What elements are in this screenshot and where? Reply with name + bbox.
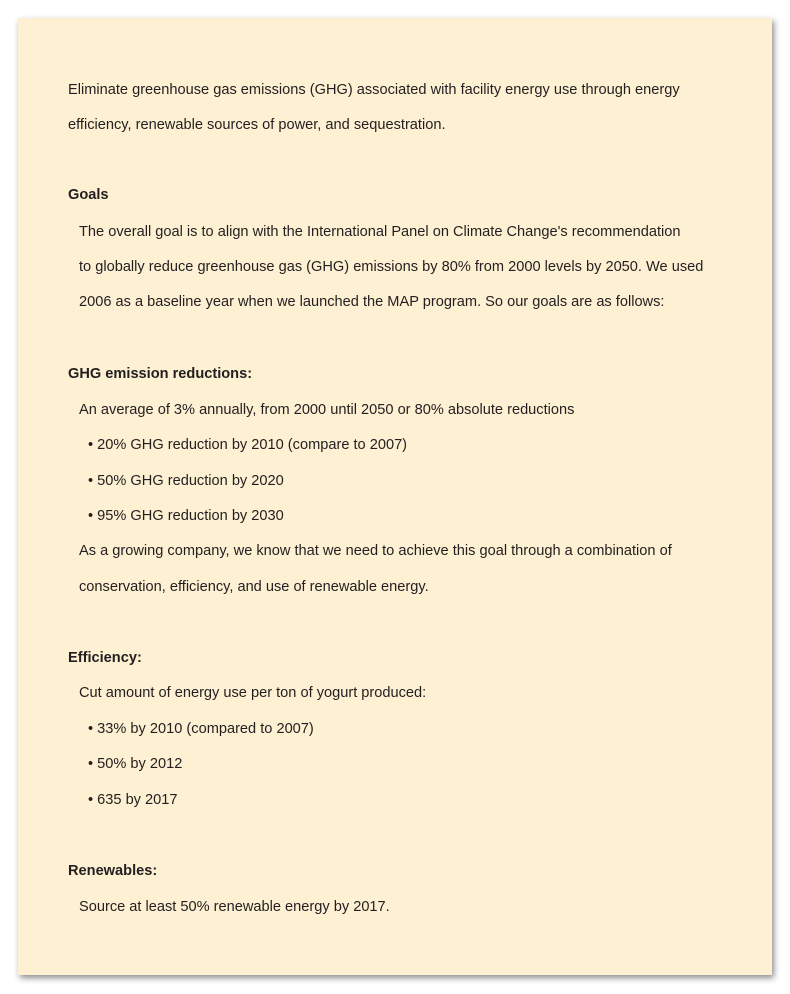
efficiency-heading: Efficiency: bbox=[68, 650, 142, 666]
goals-line: to globally reduce greenhouse gas (GHG) emissions by 80% from 2000 levels by 2050. We used bbox=[79, 259, 704, 275]
ghg-outro: As a growing company, we know that we need to achieve this goal through a combination of bbox=[79, 543, 672, 559]
efficiency-bullet: • 635 by 2017 bbox=[88, 792, 178, 808]
efficiency-bullet: • 33% by 2010 (compared to 2007) bbox=[88, 721, 314, 737]
ghg-bullet: • 20% GHG reduction by 2010 (compare to 2007) bbox=[88, 437, 408, 453]
intro-line: efficiency, renewable sources of power, and sequestration. bbox=[68, 117, 446, 133]
ghg-bullet: • 95% GHG reduction by 2030 bbox=[88, 508, 284, 524]
document-panel bbox=[18, 18, 772, 975]
efficiency-intro: Cut amount of energy use per ton of yogurt produced: bbox=[79, 685, 427, 701]
goals-line: The overall goal is to align with the International Panel on Climate Change's recommendation bbox=[79, 224, 681, 240]
ghg-heading: GHG emission reductions: bbox=[68, 366, 253, 382]
ghg-bullet: • 50% GHG reduction by 2020 bbox=[88, 473, 284, 489]
renewables-text: Source at least 50% renewable energy by 2017. bbox=[79, 899, 390, 915]
intro-line: Eliminate greenhouse gas emissions (GHG) associated with facility energy use through energy bbox=[68, 82, 680, 98]
ghg-outro: conservation, efficiency, and use of renewable energy. bbox=[79, 579, 429, 595]
ghg-intro: An average of 3% annually, from 2000 until 2050 or 80% absolute reductions bbox=[79, 402, 575, 418]
efficiency-bullet: • 50% by 2012 bbox=[88, 756, 183, 772]
goals-line: 2006 as a baseline year when we launched the MAP program. So our goals are as follows: bbox=[79, 294, 665, 310]
goals-heading: Goals bbox=[68, 187, 109, 203]
renewables-heading: Renewables: bbox=[68, 863, 158, 879]
